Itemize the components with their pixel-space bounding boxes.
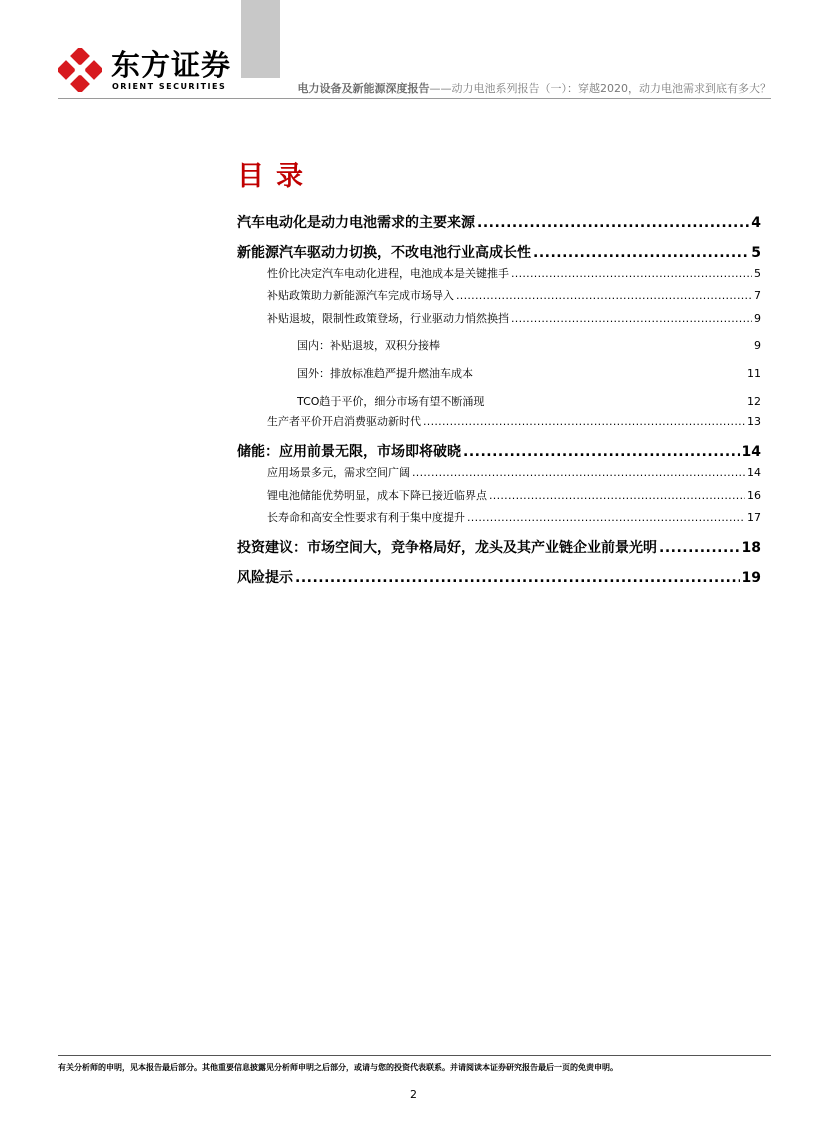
toc-entry-page: 13 bbox=[747, 415, 761, 428]
toc-entry-text: 性价比决定汽车电动化进程，电池成本是关键推手 bbox=[267, 267, 509, 280]
toc-entry-text: 锂电池储能优势明显，成本下降已接近临界点 bbox=[267, 489, 487, 502]
toc-entry[interactable] bbox=[237, 441, 761, 461]
toc-entry[interactable] bbox=[267, 487, 761, 503]
toc-leader-dots bbox=[511, 267, 752, 280]
toc-entry-text: 补贴退坡，限制性政策登场，行业驱动力悄然换挡 bbox=[267, 312, 509, 325]
toc-entry-text: 国内：补贴退坡，双积分接棒 bbox=[297, 339, 440, 352]
toc-entry-text: 生产者平价开启消费驱动新时代 bbox=[267, 415, 421, 428]
toc-leader-dots bbox=[659, 540, 740, 556]
toc-entry[interactable] bbox=[237, 212, 761, 232]
toc-entry-page: 7 bbox=[754, 289, 761, 302]
toc-leader-dots bbox=[463, 444, 740, 460]
toc-entry-text: 新能源汽车驱动力切换，不改电池行业高成长性 bbox=[237, 245, 531, 261]
toc-entry[interactable] bbox=[297, 393, 761, 409]
disclaimer-text: 有关分析师的申明，见本报告最后部分。其他重要信息披露见分析师申明之后部分，或请与您的投资代表联系。并请阅读本证券研究报告最后一页的免责申明。 bbox=[58, 1063, 618, 1072]
toc-entry-page: 18 bbox=[741, 540, 761, 556]
logo-english-name: ORIENT SECURITIES bbox=[112, 82, 227, 91]
toc-entry[interactable] bbox=[267, 287, 761, 303]
toc-leader-dots bbox=[456, 289, 752, 302]
toc-entry-page: 14 bbox=[747, 466, 761, 479]
page-number: 2 bbox=[410, 1088, 417, 1101]
toc-entry[interactable] bbox=[267, 464, 761, 480]
toc-entry-text: 风险提示 bbox=[237, 570, 293, 586]
toc-entry-text: 应用场景多元，需求空间广阔 bbox=[267, 466, 410, 479]
toc-entry-text: 储能：应用前景无限，市场即将破晓 bbox=[237, 444, 461, 460]
header-divider bbox=[58, 98, 771, 99]
toc-entry[interactable] bbox=[267, 265, 761, 281]
toc-entry-page: 9 bbox=[754, 312, 761, 325]
toc-entry-text: 长寿命和高安全性要求有利于集中度提升 bbox=[267, 511, 465, 524]
toc-entry-text: 汽车电动化是动力电池需求的主要来源 bbox=[237, 215, 475, 231]
company-logo bbox=[58, 48, 232, 96]
toc-entry[interactable] bbox=[267, 413, 761, 429]
report-title: ——动力电池系列报告（一）：穿越2020，动力电池需求到底有多大？ bbox=[429, 82, 771, 95]
toc-leader-dots bbox=[295, 570, 740, 586]
report-type: 电力设备及新能源深度报告 bbox=[297, 82, 430, 95]
toc-entry-page: 9 bbox=[754, 339, 761, 352]
toc-leader-dots bbox=[477, 215, 749, 231]
toc-entry-text: 国外：排放标准趋严提升燃油车成本 bbox=[297, 367, 473, 380]
toc-entry-text: TCO趋于平价，细分市场有望不断涌现 bbox=[297, 395, 485, 408]
toc-leader-dots bbox=[412, 466, 745, 479]
toc-title: 目录 bbox=[237, 161, 315, 192]
toc-entry-page: 4 bbox=[751, 215, 761, 231]
toc-entry-text: 投资建议：市场空间大，竞争格局好，龙头及其产业链企业前景光明 bbox=[237, 540, 657, 556]
toc-entry[interactable] bbox=[237, 537, 761, 557]
toc-entry[interactable] bbox=[237, 567, 761, 587]
logo-chinese-name: 东方证券 bbox=[111, 48, 232, 82]
toc-entry[interactable] bbox=[267, 310, 761, 326]
toc-entry-page: 17 bbox=[747, 511, 761, 524]
orient-securities-logo-icon bbox=[58, 48, 102, 92]
toc-entry-page: 19 bbox=[741, 570, 761, 586]
toc-leader-dots bbox=[511, 312, 752, 325]
toc-entry-page: 16 bbox=[747, 489, 761, 502]
toc-entry[interactable] bbox=[297, 337, 761, 353]
toc-leader-dots bbox=[467, 511, 745, 524]
toc-entry-page: 5 bbox=[751, 245, 761, 261]
toc-entry[interactable] bbox=[237, 242, 761, 262]
toc-leader-dots bbox=[423, 415, 745, 428]
toc-entry-page: 12 bbox=[747, 395, 761, 408]
toc-entry-text: 补贴政策助力新能源汽车完成市场导入 bbox=[267, 289, 454, 302]
toc-entry[interactable] bbox=[297, 365, 761, 381]
footer-divider bbox=[58, 1055, 771, 1056]
toc-entry-page: 5 bbox=[754, 267, 761, 280]
toc-entry-page: 11 bbox=[747, 367, 761, 380]
report-header bbox=[298, 80, 772, 96]
toc-leader-dots bbox=[533, 245, 749, 261]
header-gray-tab bbox=[241, 0, 280, 78]
toc-entry-page: 14 bbox=[741, 444, 761, 460]
toc-leader-dots bbox=[489, 489, 745, 502]
toc-entry[interactable] bbox=[267, 509, 761, 525]
